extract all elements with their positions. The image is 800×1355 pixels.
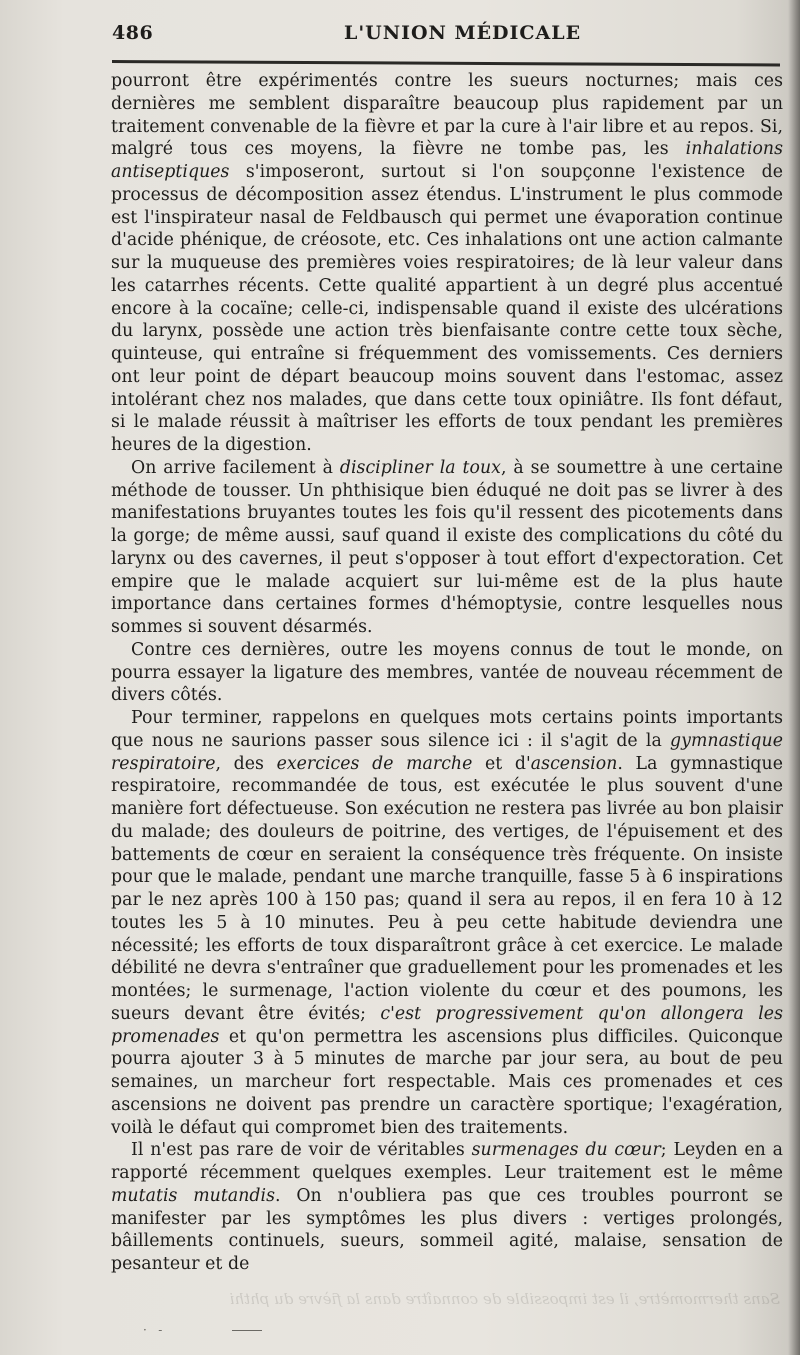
italic-run: gymnastique respiratoire [111, 730, 783, 774]
journal-title: L'UNION MÉDICALE [344, 22, 582, 44]
text-run: pourront être expérimentés contre les sueurs nocturnes; mais ces dernières me semblent disparaître beaucoup plus rapidement par un traitement convenable de la fièvre et par la cure à l'air libre et au repos. Si, malgré tous ces moyens, la fièvre ne tombe pas, les [111, 71, 783, 160]
italic-run: mutatis mutandis [111, 1185, 275, 1206]
text-run: Il n'est pas rare de voir de véritables [131, 1140, 472, 1161]
italic-run: discipliner la toux [339, 457, 501, 478]
header-rule [112, 60, 780, 66]
text-run: et d' [472, 753, 531, 774]
italic-run: ascension [530, 753, 618, 774]
footer-mark [232, 1330, 262, 1331]
text-run: On arrive facilement à [131, 457, 340, 478]
italic-run: exercices de marche [276, 753, 473, 774]
page-number: 486 [112, 22, 154, 44]
binding-gutter-shadow [788, 0, 800, 1355]
text-run: , à se soumettre à une certaine méthode de tousser. Un phthisique bien éduqué ne doit pas se livrer à des manifestations bruyantes toutes les fois qu'il ressent des picotements dans la gorge; de même aussi, sauf quand il existe des complications du côté du larynx ou des cavernes, il peut s'opposer à tout effort d'expectoration. Cet empire que le malade acquiert sur lui-même est de la plus haute importance dans certaines formes d'hémoptysie, contre lesquelles nous sommes si souvent désarmés. [111, 457, 783, 637]
paragraph-2 [111, 457, 783, 639]
article-body [111, 70, 783, 1276]
text-run: et qu'on permettra les ascensions plus difficiles. Quiconque pourra ajouter 3 à 5 minutes de marche par jour sera, au bout de peu semaines, un marcheur fort respectable. Mais ces promenades et ces ascensions ne doivent pas prendre un caractère sportique; l'exagération, voilà le défaut qui compromet bien des traitements. [111, 1026, 783, 1138]
italic-run: c'est progressivement qu'on allongera les promenades [111, 1003, 783, 1047]
paragraph-5 [111, 1139, 783, 1276]
text-run: , des [215, 753, 277, 774]
paragraph-3 [111, 639, 783, 707]
text-run: s'imposeront, surtout si l'on soupçonne l'existence de processus de décomposition assez étendus. L'instrument le plus commode est l'inspirateur nasal de Feldbausch qui permet une évaporation continue d'acide phénique, de créosote, etc. Ces inhalations ont une action calmante sur la muqueuse des premières voies respiratoires; de là leur valeur dans les catarrhes récents. Cette qualité appartient à un degré plus accentué encore à la cocaïne; celle-ci, indispensable quand il existe des ulcérations du larynx, possède une action très bienfaisante contre cette toux sèche, quinteuse, qui entraîne si fréquemment des vomissements. Ces derniers ont leur point de départ beaucoup moins souvent dans l'estomac, assez intolérant chez nos malades, que dans cette toux opiniâtre. Ils font défaut, si le malade réussit à maîtriser les efforts de toux pendant les premières heures de la digestion. [111, 162, 783, 455]
running-head [112, 22, 776, 52]
text-run: Pour terminer, rappelons en quelques mots certains points importants que nous ne saurions passer sous silence ici : il s'agit de la [111, 708, 783, 751]
text-run: ; Leyden en a rapporté récemment quelques exemples. Leur traitement est le même [111, 1140, 783, 1183]
footer-specks: · ‑ [143, 1323, 163, 1337]
italic-run: surmenages du cœur [471, 1140, 661, 1161]
text-run: Contre ces dernières, outre les moyens connus de tout le monde, on pourra essayer la ligature des membres, vantée de nouveau récemment de divers côtés. [111, 639, 783, 706]
show-through-text: Sans thermomètre, il est impossible de connaître dans la fièvre du phthi [229, 1290, 780, 1308]
italic-run: inhalations antiseptiques [111, 139, 783, 182]
paragraph-4 [111, 707, 783, 1139]
paragraph-1 [111, 70, 783, 457]
text-run: . La gymnastique respiratoire, recommandée de tous, est exécutée le plus souvent d'une manière fort défectueuse. Son exécution ne restera pas livrée au bon plaisir du malade; des douleurs de poitrine, des vertiges, de l'épuisement et des battements de cœur en seraient la conséquence très fréquente. On insiste pour que le malade, pendant une marche tranquille, fasse 5 à 6 inspirations par le nez après 100 à 150 pas; quand il sera au repos, il en fera 10 à 12 toutes les 5 à 10 minutes. Peu à peu cette habitude deviendra une nécessité; les efforts de toux disparaîtront grâce à cet exercice. Le malade débilité ne devra s'entraîner que graduellement pour les promenades et les montées; le surmenage, l'action violente du cœur et des poumons, les sueurs devant être évités; [111, 753, 783, 1024]
text-run: . On n'oubliera pas que ces troubles pourront se manifester par les symptômes les plus divers : vertiges prolongés, bâillements continuels, sueurs, sommeil agité, malaise, sensation de pesanteur et de [111, 1185, 783, 1274]
